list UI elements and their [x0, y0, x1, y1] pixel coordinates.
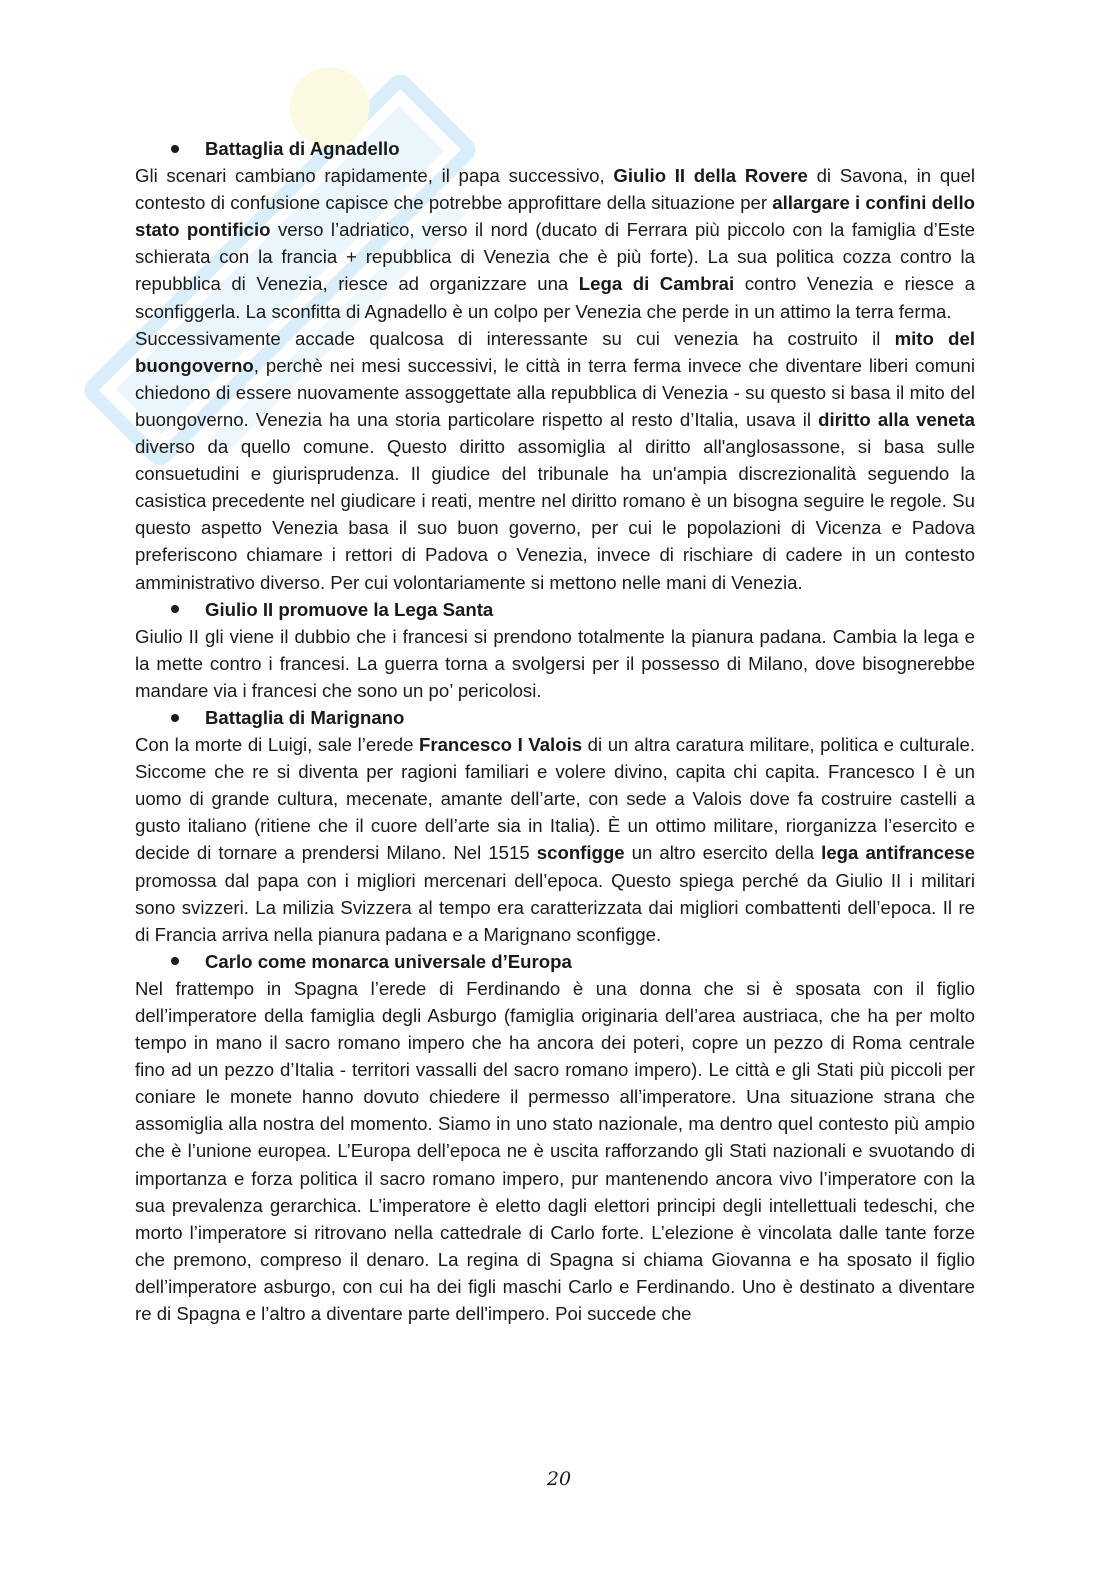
- paragraph-text: Giulio II gli viene il dubbio che i francesi si prendono totalmente la pianura padana. Cambia la lega e la mette contro i francesi. La guerra torna a svolgersi per il possesso di Milano, dove bisognerebbe mandare via i francesi che sono un po’ pericolosi.: [135, 625, 975, 701]
- bullet-icon: [171, 605, 179, 613]
- bullet-icon: [171, 957, 179, 965]
- section-heading: [135, 704, 975, 731]
- emphasis-text: mito del buongoverno: [135, 327, 975, 376]
- emphasis-text: sconfigge: [536, 842, 625, 864]
- paragraph-text: Successivamente accade qualcosa di interessante su cui venezia ha costruito il: [135, 327, 895, 349]
- document-body: [135, 135, 975, 1327]
- bullet-icon: [171, 145, 179, 153]
- paragraph-text: , perchè nei mesi successivi, le città in terra ferma invece che diventare liberi comuni chiedono di essere nuovamente assoggettate alla repubblica di Venezia - su questo si basa il mito del buongoverno. Venezia ha una storia particolare rispetto al resto d’Italia, usava il: [135, 354, 975, 430]
- body-paragraph: [135, 325, 975, 596]
- paragraph-text: promossa dal papa con i migliori mercenari dell’epoca. Questo spiega perché da Giulio II i militari sono svizzeri. La milizia Svizzera al tempo era caratterizzata dai migliori combattenti dell’epoca. Il re di Francia arriva nella pianura padana e a Marignano sconfigge.: [135, 869, 975, 945]
- paragraph-text: contro Venezia e riesce a sconfiggerla. La sconfitta di Agnadello è un colpo per Venezia che perde in un attimo la terra ferma.: [135, 273, 975, 322]
- body-paragraph: [135, 623, 975, 704]
- paragraph-text: un altro esercito della: [624, 842, 822, 864]
- body-paragraph: [135, 731, 975, 948]
- paragraph-text: di un altra caratura militare, politica e culturale. Siccome che re si diventa per ragioni familiari e volere divino, capita chi capita. Francesco I è un uomo di grande cultura, mecenate, amante dell’arte, con sede a Valois dove fa costruire castelli a gusto italiano (ritiene che il cuore dell’arte sia in Italia). È un ottimo militare, riorganizza l’esercito e decide di tornare a prendersi Milano. Nel 1515: [135, 734, 975, 864]
- paragraph-text: Nel frattempo in Spagna l’erede di Ferdinando è una donna che si è sposata con il figlio dell’imperatore della famiglia degli Asburgo (famiglia originaria dell’area austriaca, che ha per molto tempo in mano il sacro romano impero che ha ancora dei poteri, copre un pezzo di Roma centrale fino ad un pezzo d’Italia - territori vassalli del sacro romano impero). Le città e gli Stati più piccoli per coniare le monete hanno dovuto chiedere il permesso all’imperatore. Una situazione strana che assomiglia alla nostra del momento. Siamo in uno stato nazionale, ma dentro quel contesto più ampio che è l’unione europea. L’Europa dell’epoca ne è uscita rafforzando gli Stati nazionali e svuotando di importanza e forza politica il sacro romano impero, pur mantenendo ancora vivo l’imperatore con la sua prevalenza gerarchica. L’imperatore è eletto dagli elettori principi degli intellettuali tedeschi, che morto l’imperatore si ritrovano nella cattedrale di Carlo forte. L’elezione è vincolata dalle tante forze che premono, compreso il denaro. La regina di Spagna si chiama Giovanna e ha sposato il figlio dell’imperatore asburgo, con cui ha dei figli maschi Carlo e Ferdinando. Uno è destinato a diventare re di Spagna e l’altro a diventare parte dell'impero. Poi succede che: [135, 977, 975, 1325]
- section-heading-text: Battaglia di Agnadello: [205, 138, 400, 159]
- emphasis-text: lega antifrancese: [821, 842, 975, 864]
- paragraph-text: Con la morte di Luigi, sale l’erede: [135, 734, 419, 756]
- section-heading: [135, 948, 975, 975]
- paragraph-text: verso l’adriatico, verso il nord (ducato di Ferrara più piccolo con la famiglia d’Este schierata con la francia + repubblica di Venezia che è più forte). La sua politica cozza contro la repubblica di Venezia, riesce ad organizzare una: [135, 219, 975, 295]
- emphasis-text: Francesco I Valois: [419, 734, 583, 756]
- page-number: 20: [546, 1468, 572, 1490]
- section-heading: [135, 596, 975, 623]
- paragraph-text: Gli scenari cambiano rapidamente, il papa successivo,: [135, 165, 614, 187]
- section-heading-text: Battaglia di Marignano: [205, 706, 405, 728]
- section-heading-text: Carlo come monarca universale d’Europa: [205, 950, 572, 972]
- paragraph-text: diverso da quello comune. Questo diritto assomiglia al diritto all'anglosassone, si basa sulle consuetudini e giurisprudenza. Il giudice del tribunale ha un'ampia discrezionalità seguendo la casistica precedente nel giudicare i reati, mentre nel diritto romano è un bisogna seguire le regole. Su questo aspetto Venezia basa il suo buon governo, per cui le popolazioni di Vicenza e Padova preferiscono chiamare i rettori di Padova o Venezia, invece di rischiare di cadere in un contesto amministrativo diverso. Per cui volontariamente si mettono nelle mani di Venezia.: [135, 436, 975, 593]
- emphasis-text: Giulio II della Rovere: [613, 165, 808, 187]
- section-heading-text: Giulio II promuove la Lega Santa: [205, 598, 494, 620]
- body-paragraph: [135, 975, 975, 1327]
- paragraph-text: di Savona, in quel contesto di confusione capisce che potrebbe approfittare della situazione per: [135, 165, 975, 214]
- emphasis-text: Lega di Cambrai: [578, 273, 735, 295]
- bullet-icon: [171, 714, 179, 722]
- emphasis-text: diritto alla veneta: [818, 408, 975, 430]
- section-heading: [135, 135, 975, 162]
- emphasis-text: allargare i confini dello stato pontificio: [135, 192, 975, 241]
- body-paragraph: [135, 162, 975, 325]
